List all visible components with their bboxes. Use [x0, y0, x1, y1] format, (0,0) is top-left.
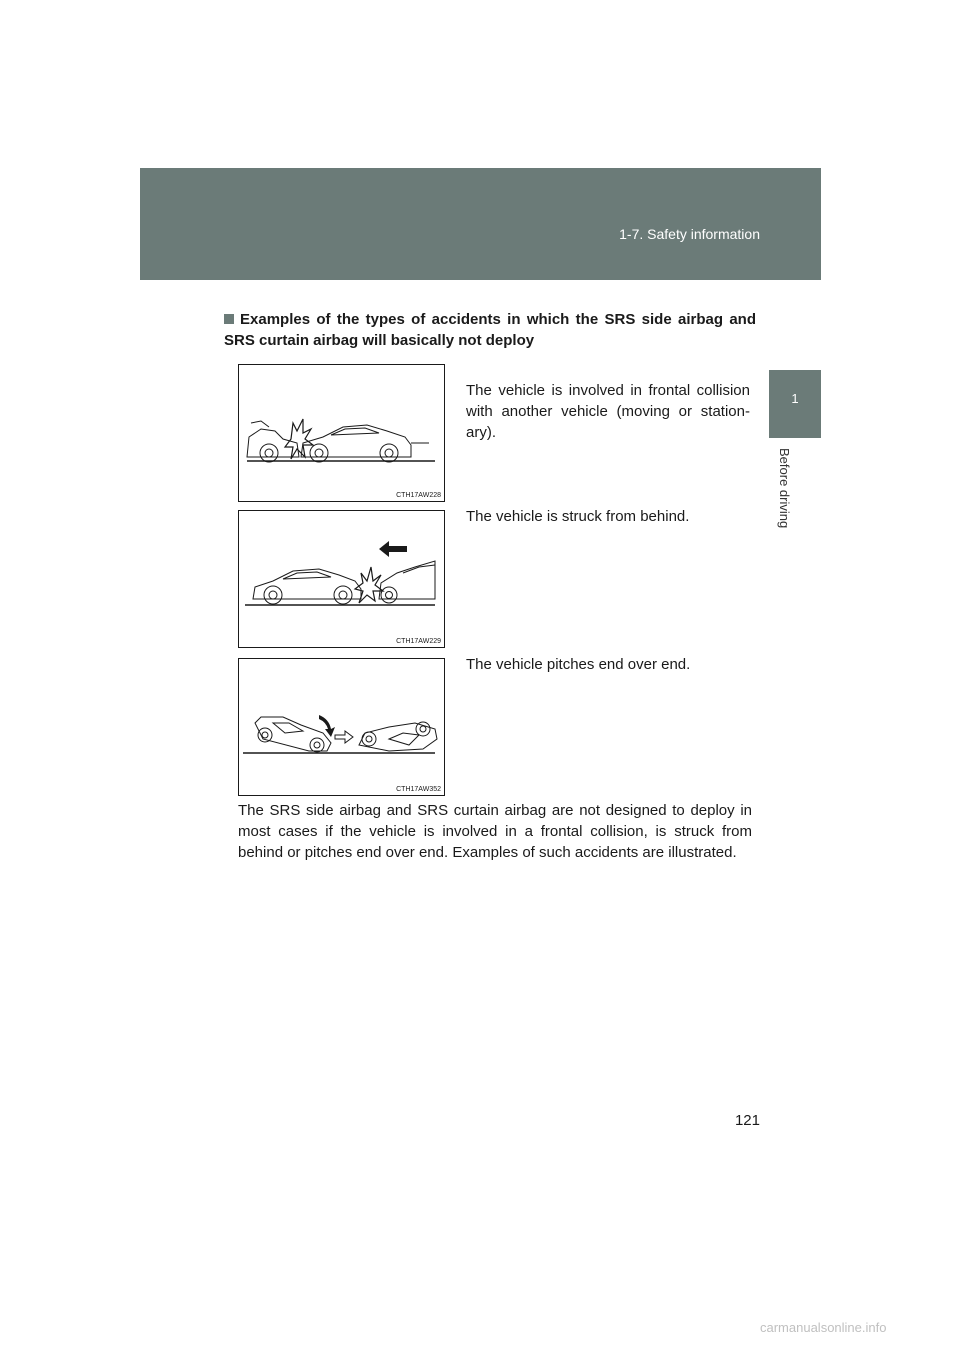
- figure-frontal-collision: [238, 364, 445, 502]
- figure-code: CTH17AW352: [396, 786, 441, 793]
- caption-rollover: The vehicle pitches end over end.: [466, 656, 691, 673]
- frontal-collision-illustration: [239, 365, 444, 501]
- caption-frontal-collision: The vehicle is involved in frontal collision with another vehicle (moving or station- ary).: [466, 382, 750, 441]
- chapter-number: 1: [791, 391, 799, 406]
- body-paragraph: The SRS side airbag and SRS curtain airbag are not designed to deploy in most cases if the vehicle is involved in a frontal collision, is struck from behind or pitches end over end. Examples of such accidents are illustrated.: [238, 802, 752, 861]
- section-heading: [224, 309, 756, 351]
- page-number: 121: [734, 1112, 760, 1129]
- figure-code: CTH17AW228: [396, 492, 441, 499]
- chapter-label: Before driving: [777, 448, 792, 529]
- rear-collision-illustration: [239, 511, 444, 647]
- figure-rollover: [238, 658, 445, 796]
- figure-rear-collision: [238, 510, 445, 648]
- rollover-illustration: [239, 659, 444, 795]
- watermark: carmanualsonline.info: [760, 1320, 887, 1335]
- section-title: 1-7. Safety information: [619, 226, 760, 242]
- square-bullet-icon: [224, 314, 234, 324]
- figure-code: CTH17AW229: [396, 638, 441, 645]
- heading-text: Examples of the types of accidents in which the SRS side airbag and SRS curtain airbag will basically not deploy: [224, 311, 756, 349]
- caption-rear-collision: The vehicle is struck from behind.: [466, 508, 690, 525]
- header-band: [140, 168, 821, 280]
